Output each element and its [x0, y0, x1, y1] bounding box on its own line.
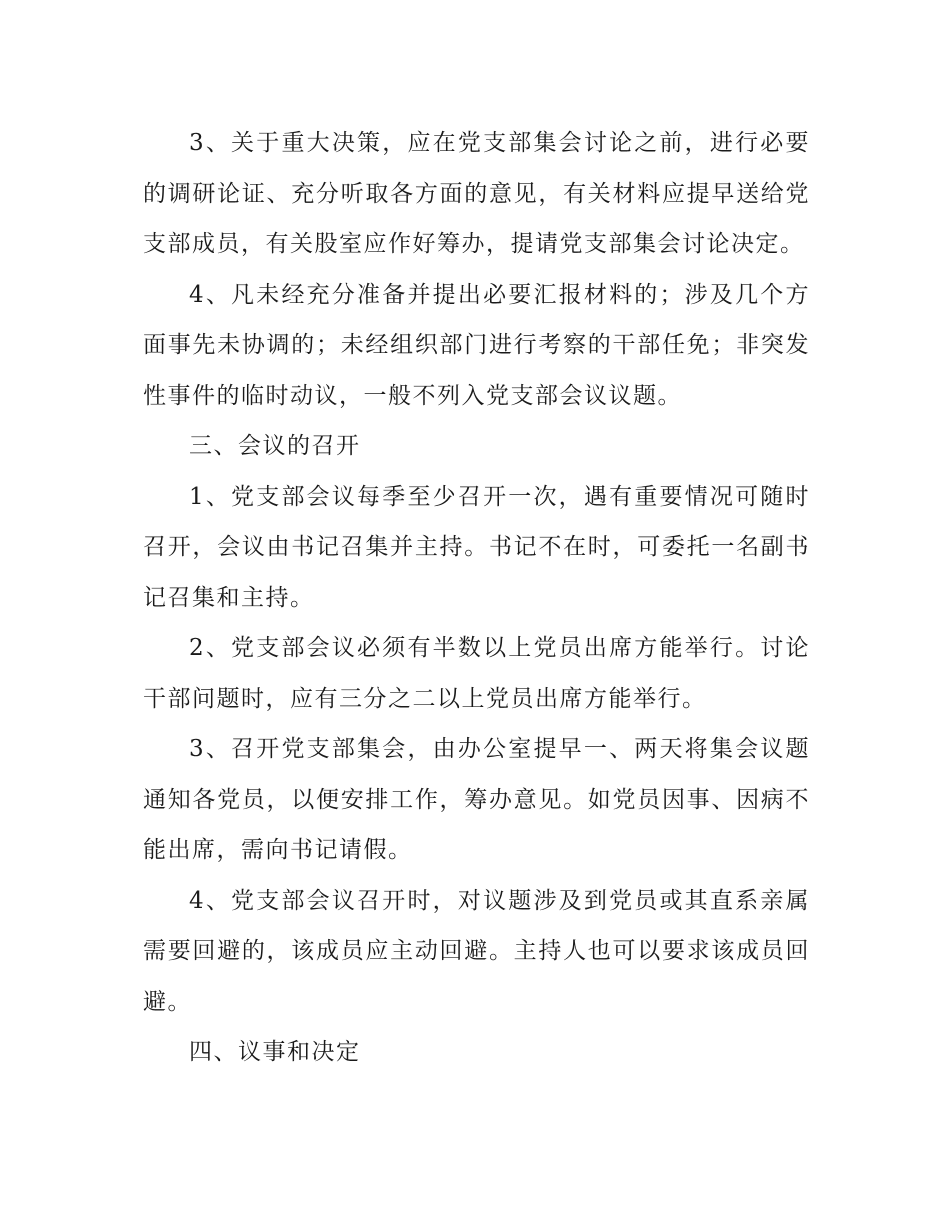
- paragraph-quorum: 2、党支部会议必须有半数以上党员出席方能举行。讨论干部问题时，应有三分之二以上党员出席方能举行。: [143, 635, 810, 712]
- paragraph-meeting-notice: 3、召开党支部集会，由办公室提早一、两天将集会议题通知各党员，以便安排工作，筹办意见。如党员因事、因病不能出席，需向书记请假。: [143, 736, 810, 863]
- paragraph-recusal: 4、党支部会议召开时，对议题涉及到党员或其直系亲属需要回避的，该成员应主动回避。主持人也可以要求该成员回避。: [143, 887, 810, 1015]
- paragraph-agenda-exclusions: 4、凡未经充分准备并提出必要汇报材料的；涉及几个方面事先未协调的；未经组织部门进行考察的干部任免；非突发性事件的临时动议，一般不列入党支部会议议题。: [143, 281, 810, 409]
- section-heading-deliberation: 四、议事和决定: [189, 1039, 361, 1065]
- document-body: [143, 118, 810, 1078]
- paragraph-decision-research: 3、关于重大决策，应在党支部集会讨论之前，进行必要的调研论证、充分听取各方面的意见，有关材料应提早送给党支部成员，有关股室应作好筹办，提请党支部集会讨论决定。: [143, 130, 810, 257]
- section-heading-meeting-convening: 三、会议的召开: [189, 433, 361, 459]
- paragraph-meeting-frequency: 1、党支部会议每季至少召开一次，遇有重要情况可随时召开，会议由书记召集并主持。书记不在时，可委托一名副书记召集和主持。: [143, 483, 810, 611]
